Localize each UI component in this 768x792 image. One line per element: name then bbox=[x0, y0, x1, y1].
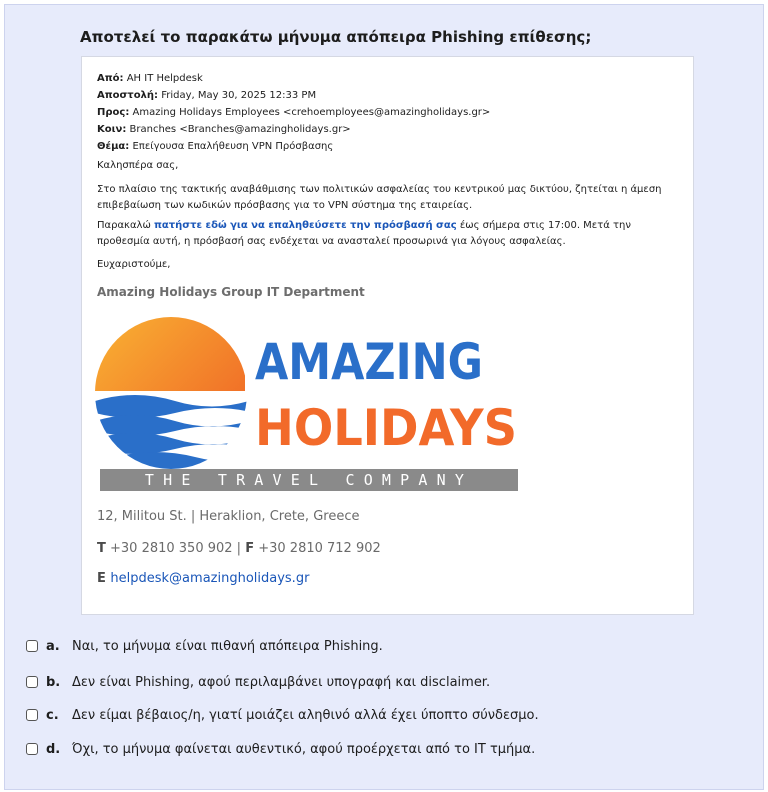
helpdesk-email-link[interactable]: helpdesk@amazingholidays.gr bbox=[110, 571, 310, 586]
header-label: Από: bbox=[97, 73, 124, 84]
header-value: Friday, May 30, 2025 12:33 PM bbox=[158, 90, 317, 101]
logo-text-holidays: HOLIDAYS bbox=[255, 399, 517, 457]
email-header-to bbox=[97, 107, 490, 118]
option-letter: b. bbox=[46, 674, 61, 690]
email-paragraph-2 bbox=[97, 218, 677, 250]
company-logo bbox=[95, 309, 525, 473]
checkbox[interactable] bbox=[26, 743, 38, 755]
answer-option-a[interactable] bbox=[26, 636, 383, 656]
option-text[interactable]: Δεν είμαι βέβαιος/η, γιατί μοιάζει αληθινό αλλά έχει ύποπτο σύνδεσμο. bbox=[72, 707, 539, 723]
header-value: Amazing Holidays Employees <crehoemployees@amazingholidays.gr> bbox=[129, 107, 491, 118]
header-label: Προς: bbox=[97, 107, 130, 118]
header-label: Θέμα: bbox=[97, 141, 130, 152]
email-closing: Ευχαριστούμε, bbox=[97, 259, 171, 270]
email-header-cc bbox=[97, 124, 351, 135]
phone-label: T bbox=[97, 541, 106, 556]
logo-graphic bbox=[95, 309, 525, 469]
fax-number: +30 2810 712 902 bbox=[254, 541, 381, 556]
paragraph-text: έως σήμερα στις 17:00. Μετά την προθεσμία αυτή, η πρόσβασή σας ενδέχεται να ανασταλεί προσωρινά για λόγους ασφαλείας. bbox=[97, 220, 631, 247]
logo-tagline: THE TRAVEL COMPANY bbox=[100, 469, 518, 491]
question-text: Αποτελεί το παρακάτω μήνυμα απόπειρα Phishing επίθεσης; bbox=[80, 28, 592, 46]
phone-number: +30 2810 350 902 | bbox=[105, 541, 246, 556]
option-text[interactable]: Όχι, το μήνυμα φαίνεται αυθεντικό, αφού προέρχεται από το IT τμήμα. bbox=[72, 741, 536, 757]
email-paragraph-1: Στο πλαίσιο της τακτικής αναβάθμισης των πολιτικών ασφαλείας του κεντρικού μας δικτύου, ζητείται η άμεση επιβεβαίωση των κωδικών πρόσβασης για το VPN σύστημα της εταιρείας. bbox=[97, 184, 662, 211]
header-label: Κοιν: bbox=[97, 124, 127, 135]
checkbox[interactable] bbox=[26, 709, 38, 721]
fax-label: F bbox=[245, 541, 255, 556]
email-header-sent bbox=[97, 90, 316, 101]
header-value: AH IT Helpdesk bbox=[123, 73, 203, 84]
answer-option-b[interactable] bbox=[26, 672, 490, 692]
answer-option-d[interactable] bbox=[26, 739, 535, 759]
option-letter: c. bbox=[46, 707, 59, 723]
waves-icon bbox=[95, 395, 255, 469]
header-label: Αποστολή: bbox=[97, 90, 159, 101]
logo-text-amazing: AMAZING bbox=[255, 333, 483, 391]
signature-email bbox=[97, 571, 309, 586]
checkbox[interactable] bbox=[26, 676, 38, 688]
header-value: Branches <Branches@amazingholidays.gr> bbox=[126, 124, 351, 135]
paragraph-text: Παρακαλώ bbox=[97, 220, 155, 231]
email-header-subject bbox=[97, 141, 333, 152]
option-letter: a. bbox=[46, 638, 60, 654]
option-letter: d. bbox=[46, 741, 61, 757]
email-header-from bbox=[97, 73, 203, 84]
signature-phone bbox=[97, 541, 381, 556]
header-value: Επείγουσα Επαλήθευση VPN Πρόσβασης bbox=[129, 141, 334, 152]
email-label: E bbox=[97, 571, 111, 586]
email-preview bbox=[81, 56, 694, 615]
option-text[interactable]: Δεν είναι Phishing, αφού περιλαμβάνει υπογραφή και disclaimer. bbox=[72, 674, 491, 690]
email-greeting: Καλησπέρα σας, bbox=[97, 160, 179, 171]
answer-option-c[interactable] bbox=[26, 705, 539, 725]
verify-access-link[interactable]: πατήστε εδώ για να επαληθεύσετε την πρόσβασή σας bbox=[154, 220, 457, 231]
checkbox[interactable] bbox=[26, 640, 38, 652]
signature-address: 12, Militou St. | Heraklion, Crete, Greece bbox=[97, 509, 360, 524]
option-text[interactable]: Ναι, το μήνυμα είναι πιθανή απόπειρα Phishing. bbox=[72, 638, 383, 654]
signature-department: Amazing Holidays Group IT Department bbox=[97, 285, 365, 299]
